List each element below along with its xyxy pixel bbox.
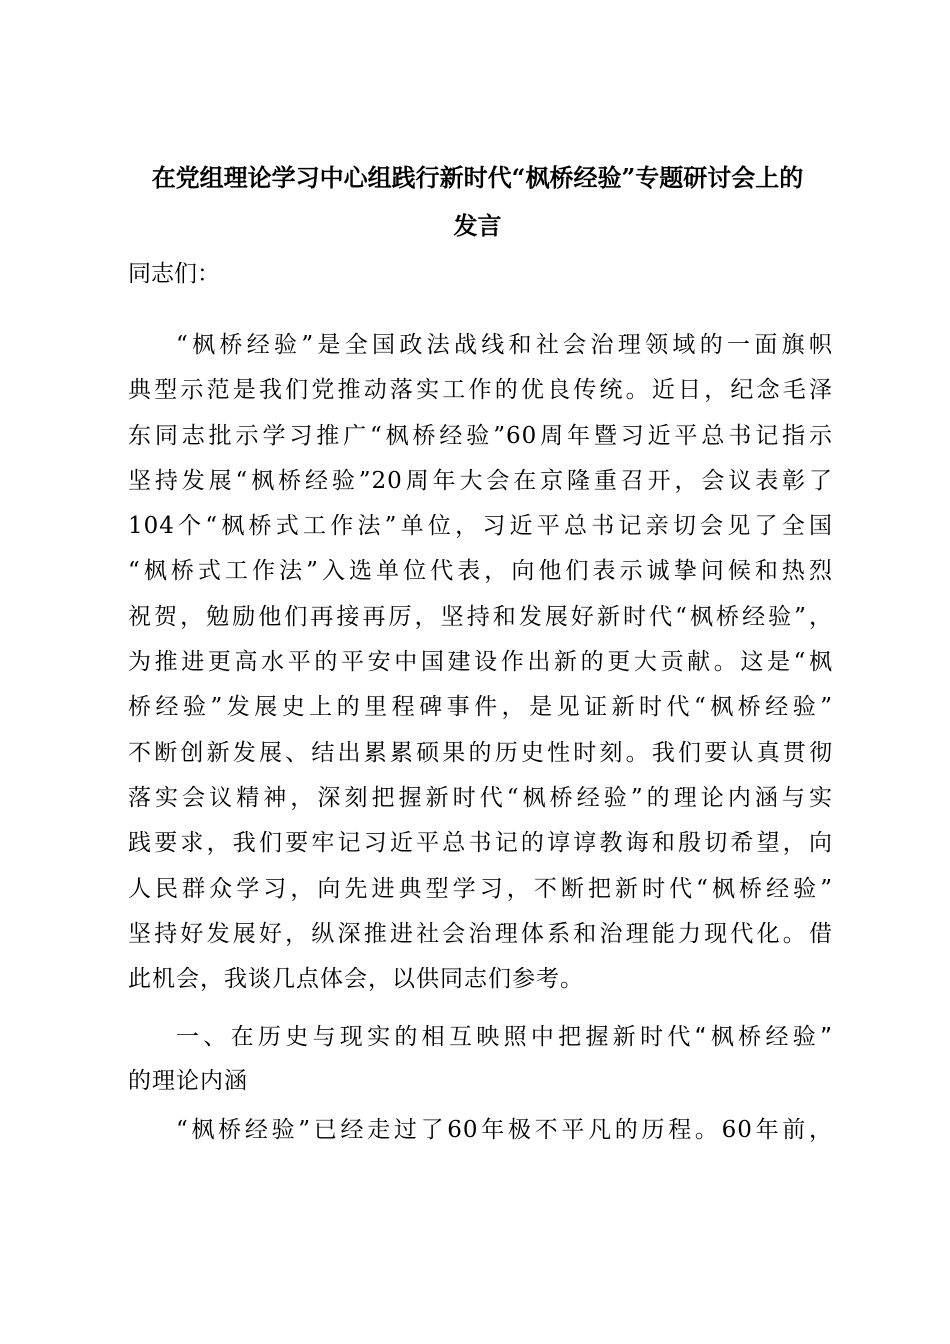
paragraph-line: 践要求，我们要牢记习近平总书记的谆谆教诲和殷切希望，向	[128, 830, 833, 857]
paragraph-line: 此机会，我谈几点体会，以供同志们参考。	[128, 966, 584, 993]
paragraph-line: 东同志批示学习推广“枫桥经验”60周年暨习近平总书记指示	[128, 422, 833, 449]
paragraph-line: 人民群众学习，向先进典型学习，不断把新时代“枫桥经验”	[128, 875, 833, 902]
heading-line: 的理论内涵	[128, 1068, 248, 1094]
paragraph-line: 为推进更高水平的平安中国建设作出新的更大贡献。这是“枫	[128, 649, 833, 676]
paragraph-line: 104个“枫桥式工作法”单位，习近平总书记亲切会见了全国	[128, 513, 833, 540]
document-title-line-2: 发言	[453, 211, 502, 240]
section-heading-1	[128, 1016, 833, 1104]
paragraph-1	[128, 323, 833, 1002]
document-title-line-1: 在党组理论学习中心组践行新时代“枫桥经验”专题研讨会上的	[151, 163, 804, 192]
paragraph-line: 落实会议精神，深刻把握新时代“枫桥经验”的理论内涵与实	[128, 784, 833, 811]
heading-line: 一、在历史与现实的相互映照中把握新时代“枫桥经验”	[176, 1024, 833, 1050]
paragraph-line: 祝贺，勉励他们再接再厉，坚持和发展好新时代“枫桥经验”，	[128, 603, 833, 630]
paragraph-line: 坚持发展“枫桥经验”20周年大会在京隆重召开，会议表彰了	[128, 467, 833, 494]
paragraph-2	[128, 1108, 833, 1153]
salutation: 同志们：	[128, 261, 220, 287]
paragraph-line: 坚持好发展好，纵深推进社会治理体系和治理能力现代化。借	[128, 920, 833, 947]
paragraph-line: “枫桥式工作法”入选单位代表，向他们表示诚挚问候和热烈	[128, 558, 833, 585]
paragraph-line: 典型示范是我们党推动落实工作的优良传统。近日，纪念毛泽	[128, 377, 833, 404]
paragraph-line: “枫桥经验”是全国政法战线和社会治理领域的一面旗帜	[176, 332, 833, 358]
paragraph-line: “枫桥经验”已经走过了60年极不平凡的历程。60年前，	[176, 1117, 833, 1143]
paragraph-line: 桥经验”发展史上的里程碑事件，是见证新时代“枫桥经验”	[128, 694, 833, 721]
paragraph-line: 不断创新发展、结出累累硕果的历史性时刻。我们要认真贯彻	[128, 739, 833, 766]
